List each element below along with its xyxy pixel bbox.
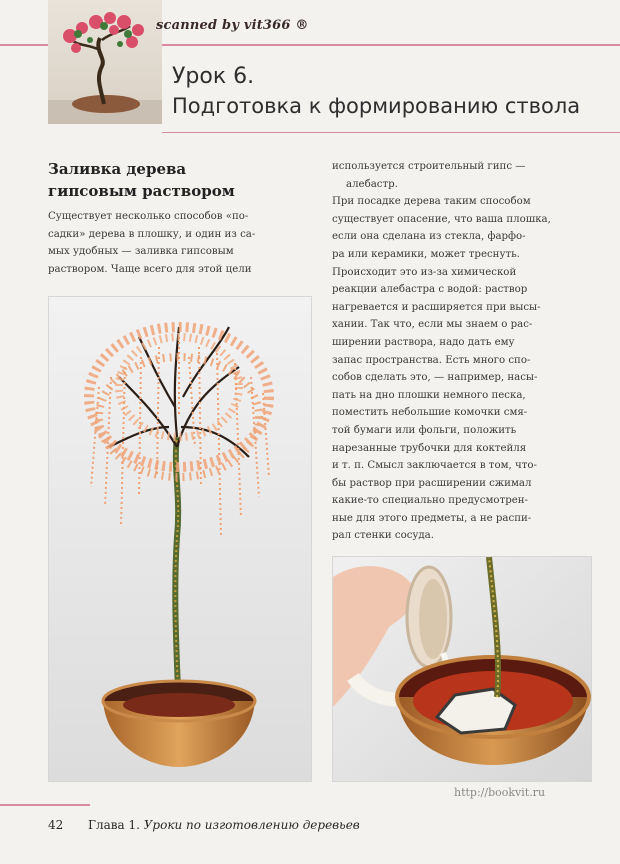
text-line: алебастр. (346, 178, 398, 190)
text-line: пать на дно плошки немного песка, (332, 389, 526, 401)
plaster-photo (332, 556, 592, 782)
text-line: ные для этого предметы, а не распи- (332, 512, 532, 524)
text-line: ра или керамики, может треснуть. (332, 248, 520, 260)
watermark: http://bookvit.ru (454, 786, 546, 799)
scanned-by-label: scanned by vit366 ® (156, 18, 309, 33)
text-line: нагревается и расширяется при высы- (332, 301, 541, 313)
text-line: раствором. Чаще всего для этой цели (48, 263, 252, 275)
page-number: 42 (48, 818, 64, 832)
lesson-number: Урок 6. (172, 64, 255, 89)
footer-rule (0, 804, 90, 806)
text-line: существует опасение, что ваша плошка, (332, 213, 551, 225)
text-line: поместить небольшие комочки смя- (332, 407, 528, 419)
text-line: ширении раствора, надо дать ему (332, 336, 515, 348)
tree-photo (48, 296, 312, 782)
text-line: какие-то специально предусмотрен- (332, 495, 528, 507)
text-line: запас пространства. Есть много спо- (332, 354, 531, 366)
text-line: мых удобных — заливка гипсовым (48, 246, 234, 258)
section-heading (48, 158, 298, 202)
text-line: той бумаги или фольги, положить (332, 424, 517, 436)
text-line: нарезанные трубочки для коктейля (332, 442, 527, 454)
text-line: хании. Так что, если мы знаем о рас- (332, 319, 533, 331)
bonsai-thumbnail (48, 0, 162, 124)
chapter-footer (88, 818, 360, 832)
chapter-title: Уроки по изготовлению деревьев (143, 818, 360, 832)
text-line: и т. п. Смысл заключается в том, что- (332, 460, 537, 472)
text-line: Существует несколько способов «по- (48, 211, 249, 222)
section-heading-line: Заливка дерева (48, 160, 187, 178)
left-paragraph (48, 208, 310, 278)
text-line: рал стенки сосуда. (332, 530, 434, 542)
text-line: При посадке дерева таким способом (332, 196, 531, 208)
section-heading-line: гипсовым раствором (48, 182, 235, 200)
chapter-prefix: Глава 1. (88, 818, 140, 832)
text-line: садки» дерева в плошку, и один из са- (48, 228, 256, 240)
text-line: используется строительный гипс — (332, 161, 526, 172)
text-line: реакции алебастра с водой: раствор (332, 284, 528, 296)
text-line: если она сделана из стекла, фарфо- (332, 231, 526, 243)
text-line: собов сделать это, — например, насы- (332, 372, 538, 384)
right-paragraph (332, 158, 600, 545)
lesson-title: Подготовка к формированию ствола (172, 94, 581, 118)
header-rule-bottom (162, 132, 620, 133)
text-line: бы раствор при расширении сжимал (332, 477, 532, 489)
text-line: Происходит это из-за химической (332, 266, 517, 278)
